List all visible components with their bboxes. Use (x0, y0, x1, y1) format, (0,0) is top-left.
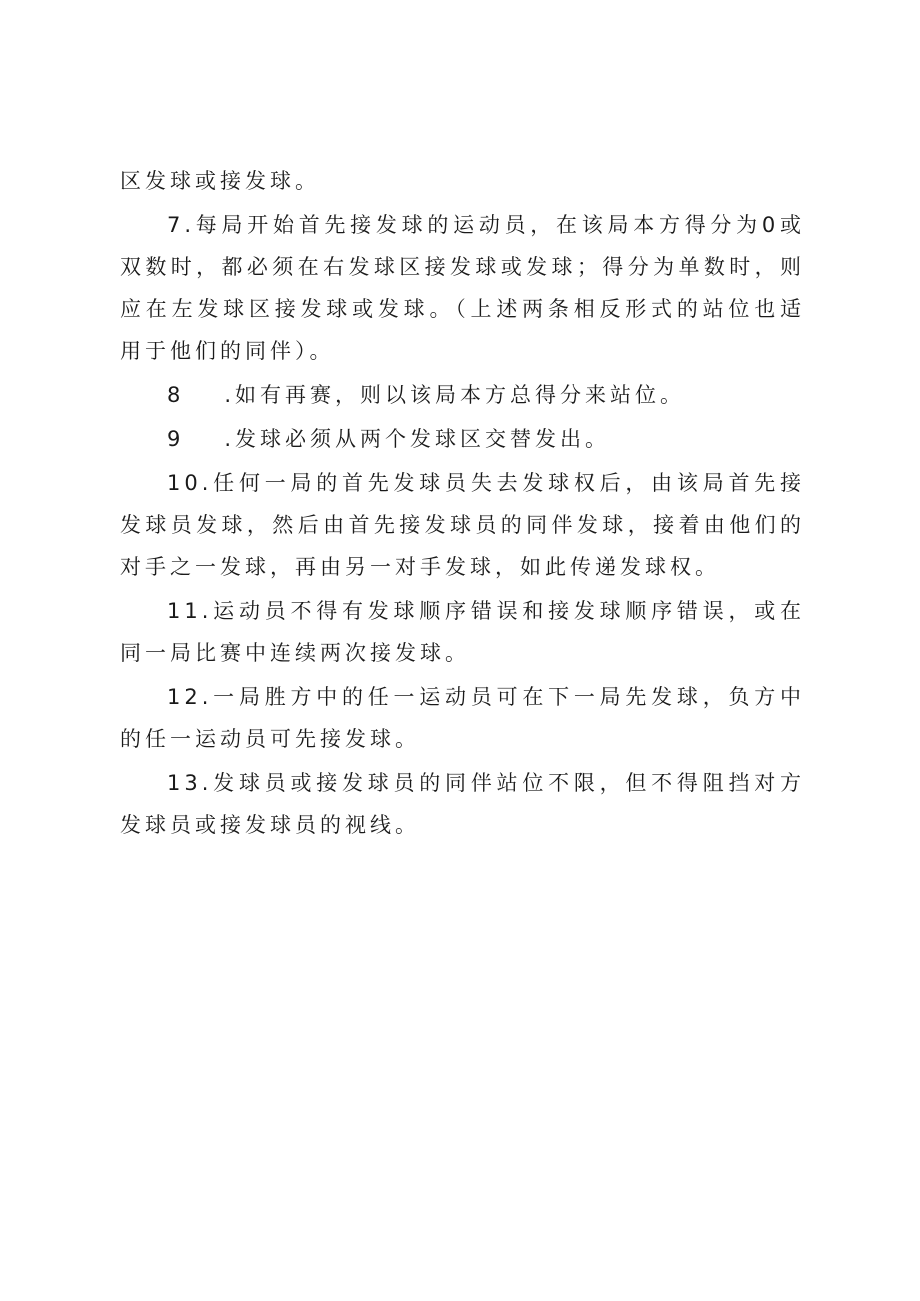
paragraph-13 (120, 762, 805, 846)
paragraph-9 (120, 418, 805, 460)
paragraph-11 (120, 590, 805, 674)
paragraph-text: .发球员或接发球员的同伴站位不限，但不得阻挡对方发球员或接发球员的视线。 (120, 771, 805, 837)
paragraph-number: 7 (167, 213, 185, 237)
paragraph-text: .任何一局的首先发球员失去发球权后，由该局首先接发球员发球，然后由首先接发球员的同伴发球，接着由他们的对手之一发球，再由另一对手发球，如此传递发球权。 (120, 471, 805, 579)
paragraph-text: .一局胜方中的任一运动员可在下一局先发球，负方中的任一运动员可先接发球。 (120, 685, 805, 751)
paragraph-8 (120, 374, 805, 416)
paragraph-number: 8 (167, 383, 185, 407)
paragraph-text: .如有再赛，则以该局本方总得分来站位。 (224, 383, 686, 407)
paragraph-text: 区发球或接发球。 (120, 169, 320, 193)
paragraph-text: .发球必须从两个发球区交替发出。 (224, 427, 611, 451)
paragraph-number: 12 (167, 685, 202, 709)
paragraph-number: 10 (167, 471, 202, 495)
paragraph-text: .运动员不得有发球顺序错误和接发球顺序错误，或在同一局比赛中连续两次接发球。 (120, 599, 805, 665)
paragraph-text: .每局开始首先接发球的运动员，在该局本方得分为0或双数时，都必须在右发球区接发球或发球；得分为单数时，则应在左发球区接发球或发球。（上述两条相反形式的站位也适用于他们的同伴）。 (120, 213, 805, 363)
paragraph-10 (120, 462, 805, 588)
paragraph-7 (120, 204, 805, 372)
paragraph-6-continuation (120, 160, 805, 202)
paragraph-number: 13 (167, 771, 202, 795)
paragraph-12 (120, 676, 805, 760)
paragraph-number: 11 (167, 599, 202, 623)
paragraph-number: 9 (167, 427, 185, 451)
document-body (120, 160, 805, 848)
